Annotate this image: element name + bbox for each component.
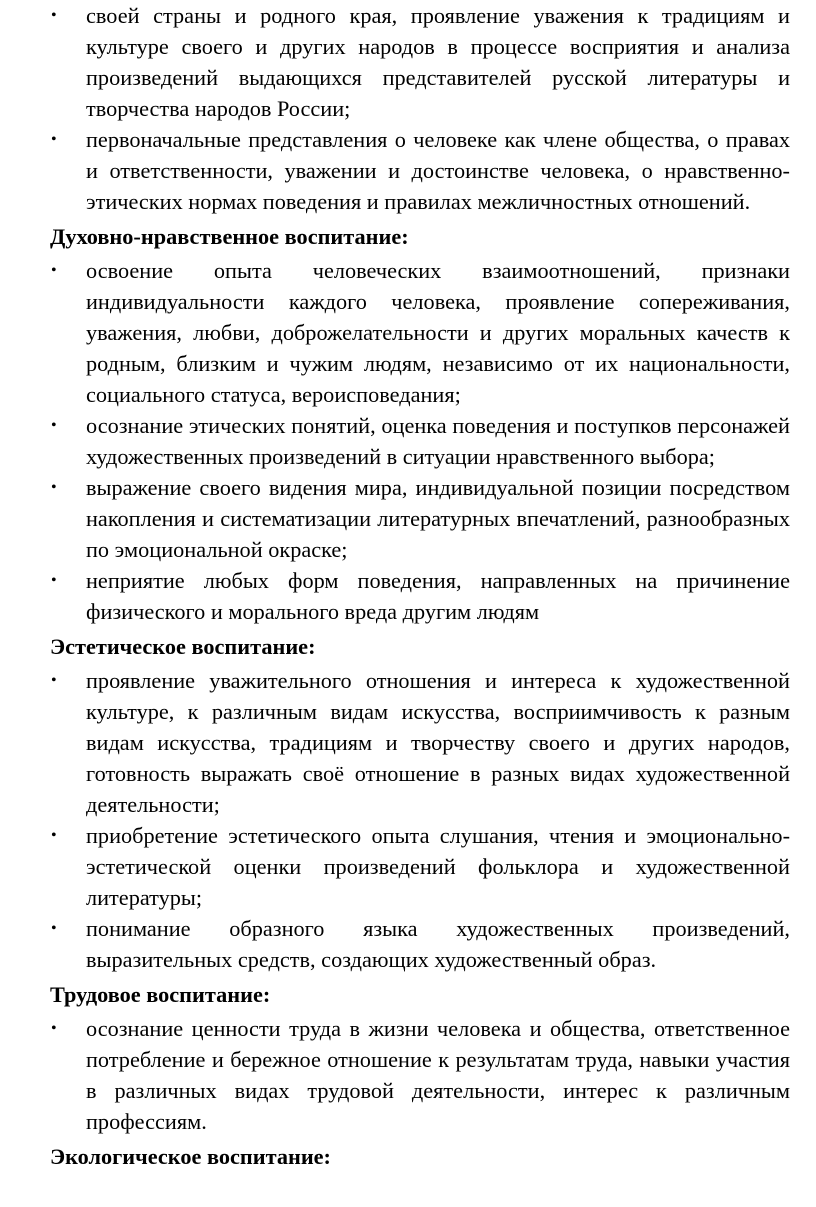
bullet-list-intro [50, 0, 790, 217]
document-body [50, 0, 790, 1175]
bullet-list-spiritual [50, 255, 790, 627]
list-item: • понимание образного языка художественных произведений, выразительных средств, создающих художественный образ. [50, 913, 790, 975]
list-item: • неприятие любых форм поведения, направленных на причинение физического и морального вреда другим людям [50, 565, 790, 627]
list-item: • проявление уважительного отношения и интереса к художественной культуре, к различным видам искусства, восприимчивость к разным видам искусства, традициям и творчеству своего и других народов, готовность выражать своё отношение в разных видах художественной деятельности; [50, 665, 790, 820]
section-heading-aesthetic: Эстетическое воспитание: [50, 634, 316, 659]
list-item: • приобретение эстетического опыта слушания, чтения и эмоционально-эстетической оценки произведений фольклора и художественной литературы; [50, 820, 790, 913]
list-item: • первоначальные представления о человеке как члене общества, о правах и ответственности, уважении и достоинстве человека, о нравственно-этических нормах поведения и правилах межличностных отношений. [50, 124, 790, 217]
section-heading-ecological: Экологическое воспитание: [50, 1144, 331, 1169]
section-heading-spiritual: Духовно-нравственное воспитание: [50, 224, 409, 249]
section-heading-labor: Трудовое воспитание: [50, 982, 271, 1007]
bullet-list-labor [50, 1013, 790, 1137]
list-item: • выражение своего видения мира, индивидуальной позиции посредством накопления и систематизации литературных впечатлений, разнообразных по эмоциональной окраске; [50, 472, 790, 565]
list-item: • освоение опыта человеческих взаимоотношений, признаки индивидуальности каждого человека, проявление сопереживания, уважения, любви, доброжелательности и других моральных качеств к родным, близким и чужим людям, независимо от их национальности, социального статуса, вероисповедания; [50, 255, 790, 410]
list-item: • осознание этических понятий, оценка поведения и поступков персонажей художественных произведений в ситуации нравственного выбора; [50, 410, 790, 472]
list-item: • своей страны и родного края, проявление уважения к традициям и культуре своего и других народов в процессе восприятия и анализа произведений выдающихся представителей русской литературы и творчества народов России; [50, 0, 790, 124]
list-item: • осознание ценности труда в жизни человека и общества, ответственное потребление и бережное отношение к результатам труда, навыки участия в различных видах трудовой деятельности, интерес к различным профессиям. [50, 1013, 790, 1137]
bullet-list-aesthetic [50, 665, 790, 975]
